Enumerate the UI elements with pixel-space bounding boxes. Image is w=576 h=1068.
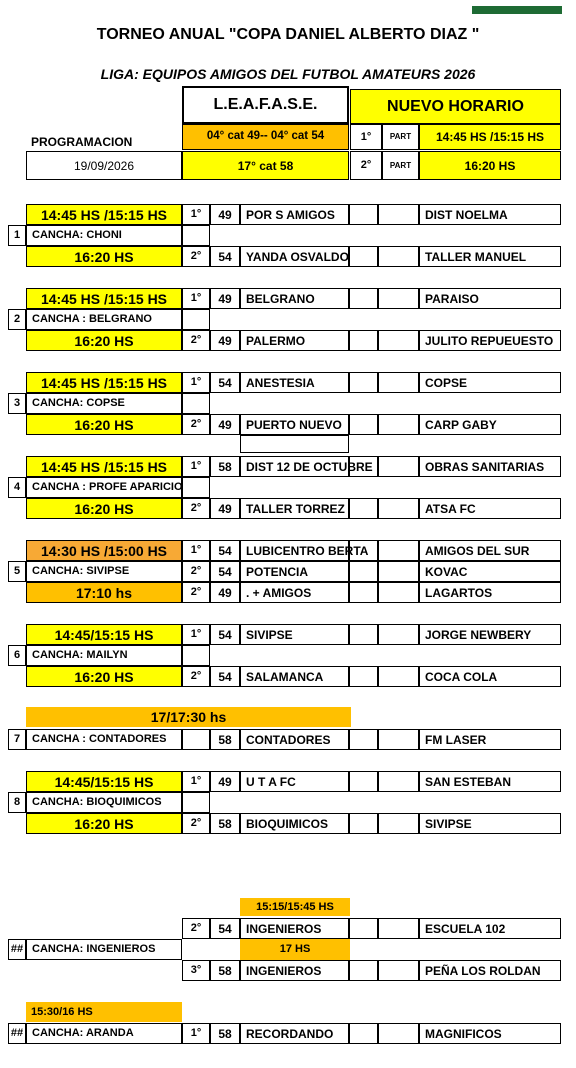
empty-score-cell [378, 729, 419, 750]
empty-score-cell [378, 540, 419, 561]
empty-score-cell [378, 1023, 419, 1044]
field-number: ## [8, 939, 26, 960]
empty-score-cell [378, 624, 419, 645]
match-half: 3° [182, 960, 210, 981]
field-name: CANCHA: INGENIEROS [26, 939, 182, 960]
match-category: 54 [210, 561, 240, 582]
match-category: 58 [210, 1023, 240, 1044]
home-team: YANDA OSVALDO [240, 246, 349, 267]
field-number: 7 [8, 729, 26, 750]
empty-cell [240, 435, 349, 453]
match-half: 1° [182, 624, 210, 645]
empty-score-cell [349, 1023, 378, 1044]
home-team: POR S AMIGOS [240, 204, 349, 225]
home-team: ANESTESIA [240, 372, 349, 393]
match-category: 54 [210, 372, 240, 393]
field-name: CANCHA: BIOQUIMICOS [26, 792, 182, 813]
part2-num: 2° [350, 151, 382, 180]
away-team: DIST NOELMA [419, 204, 561, 225]
field-name: CANCHA : BELGRANO [26, 309, 182, 330]
empty-cell [182, 645, 210, 666]
match-category: 54 [210, 918, 240, 939]
match-half: 1° [182, 456, 210, 477]
away-team: PEÑA LOS ROLDAN [419, 960, 561, 981]
part1-time: 14:45 HS /15:15 HS [419, 124, 561, 150]
home-team: PUERTO NUEVO [240, 414, 349, 435]
match-half: 1° [182, 372, 210, 393]
empty-score-cell [349, 561, 378, 582]
home-team: SIVIPSE [240, 624, 349, 645]
match-half: 2° [182, 918, 210, 939]
empty-score-cell [349, 960, 378, 981]
away-team: OBRAS SANITARIAS [419, 456, 561, 477]
match-time: 14:45/15:15 HS [26, 624, 182, 645]
match-half [182, 729, 210, 750]
field-name: CANCHA: CHONI [26, 225, 182, 246]
field-number: ## [8, 1023, 26, 1044]
empty-score-cell [378, 498, 419, 519]
empty-score-cell [378, 330, 419, 351]
home-team: INGENIEROS [240, 918, 349, 939]
empty-cell [182, 393, 210, 414]
empty-score-cell [378, 246, 419, 267]
match-category: 49 [210, 582, 240, 603]
away-team: JULITO REPUEUESTO [419, 330, 561, 351]
match-half: 2° [182, 666, 210, 687]
field-name: CANCHA : CONTADORES [26, 729, 182, 750]
match-half: 2° [182, 498, 210, 519]
home-team: BIOQUIMICOS [240, 813, 349, 834]
away-team: CARP GABY [419, 414, 561, 435]
home-team: U T A FC [240, 771, 349, 792]
empty-score-cell [349, 666, 378, 687]
empty-score-cell [378, 960, 419, 981]
match-time-banner: 17/17:30 hs [26, 707, 351, 727]
empty-score-cell [378, 561, 419, 582]
part1-label: PART [382, 124, 419, 150]
empty-score-cell [349, 498, 378, 519]
match-time: 17 HS [240, 939, 350, 960]
away-team: COPSE [419, 372, 561, 393]
match-time: 14:45 HS /15:15 HS [26, 204, 182, 225]
away-team: LAGARTOS [419, 582, 561, 603]
empty-score-cell [378, 666, 419, 687]
match-time: 16:20 HS [26, 666, 182, 687]
away-team: SAN ESTEBAN [419, 771, 561, 792]
field-name: CANCHA: COPSE [26, 393, 182, 414]
match-half: 1° [182, 288, 210, 309]
match-category: 58 [210, 813, 240, 834]
empty-score-cell [378, 918, 419, 939]
away-team: ESCUELA 102 [419, 918, 561, 939]
match-category: 58 [210, 960, 240, 981]
match-time: 16:20 HS [26, 246, 182, 267]
home-team: BELGRANO [240, 288, 349, 309]
field-number: 2 [8, 309, 26, 330]
match-category: 54 [210, 246, 240, 267]
match-time: 14:45 HS /15:15 HS [26, 372, 182, 393]
away-team: KOVAC [419, 561, 561, 582]
match-time: 14:45/15:15 HS [26, 771, 182, 792]
home-team: RECORDANDO [240, 1023, 349, 1044]
part2-time: 16:20 HS [419, 151, 561, 180]
empty-score-cell [349, 918, 378, 939]
home-team: LUBICENTRO BERTA [240, 540, 349, 561]
match-time: 14:45 HS /15:15 HS [26, 288, 182, 309]
match-category: 49 [210, 414, 240, 435]
field-name: CANCHA: SIVIPSE [26, 561, 182, 582]
match-category: 49 [210, 330, 240, 351]
field-name: CANCHA: ARANDA [26, 1023, 182, 1044]
match-category: 49 [210, 498, 240, 519]
match-half: 2° [182, 330, 210, 351]
home-team: POTENCIA [240, 561, 349, 582]
away-team: SIVIPSE [419, 813, 561, 834]
match-category: 49 [210, 204, 240, 225]
match-half: 2° [182, 582, 210, 603]
match-time: 15:15/15:45 HS [240, 898, 350, 916]
home-team: INGENIEROS [240, 960, 349, 981]
field-number: 5 [8, 561, 26, 582]
empty-score-cell [378, 456, 419, 477]
programacion-label: PROGRAMACION [31, 135, 133, 149]
match-half: 2° [182, 813, 210, 834]
empty-score-cell [378, 813, 419, 834]
match-time: 16:20 HS [26, 414, 182, 435]
field-number: 4 [8, 477, 26, 498]
home-team: CONTADORES [240, 729, 349, 750]
category-row2: 17° cat 58 [182, 151, 349, 180]
away-team: COCA COLA [419, 666, 561, 687]
match-time: 16:20 HS [26, 813, 182, 834]
match-category: 49 [210, 288, 240, 309]
away-team: MAGNIFICOS [419, 1023, 561, 1044]
home-team: TALLER TORREZ [240, 498, 349, 519]
schedule-label: NUEVO HORARIO [350, 89, 561, 124]
field-name: CANCHA : PROFE APARICIO [26, 477, 182, 498]
empty-score-cell [378, 414, 419, 435]
away-team: FM LASER [419, 729, 561, 750]
empty-cell [182, 225, 210, 246]
home-team: DIST 12 DE OCTUBRE [240, 456, 349, 477]
match-time: 15:30/16 HS [26, 1002, 182, 1022]
empty-score-cell [349, 771, 378, 792]
away-team: ATSA FC [419, 498, 561, 519]
empty-score-cell [349, 288, 378, 309]
home-team: PALERMO [240, 330, 349, 351]
field-number: 3 [8, 393, 26, 414]
empty-score-cell [349, 246, 378, 267]
match-time: 14:45 HS /15:15 HS [26, 456, 182, 477]
match-time: 17:10 hs [26, 582, 182, 603]
schedule-date: 19/09/2026 [26, 151, 182, 180]
empty-score-cell [378, 771, 419, 792]
tournament-title: TORNEO ANUAL "COPA DANIEL ALBERTO DIAZ " [96, 26, 480, 43]
field-number: 8 [8, 792, 26, 813]
empty-cell [182, 792, 210, 813]
empty-score-cell [349, 456, 378, 477]
empty-score-cell [349, 813, 378, 834]
match-category: 58 [210, 729, 240, 750]
match-category: 54 [210, 666, 240, 687]
league-title: LIGA: EQUIPOS AMIGOS DEL FUTBOL AMATEURS 2026 [100, 66, 476, 82]
home-team: SALAMANCA [240, 666, 349, 687]
org-label: L.E.A.F.A.S.E. [182, 86, 349, 124]
match-half: 2° [182, 414, 210, 435]
home-team: . + AMIGOS [240, 582, 349, 603]
match-half: 1° [182, 1023, 210, 1044]
empty-score-cell [349, 372, 378, 393]
empty-score-cell [378, 372, 419, 393]
empty-cell [182, 477, 210, 498]
empty-score-cell [378, 582, 419, 603]
part1-num: 1° [350, 124, 382, 150]
empty-score-cell [349, 204, 378, 225]
empty-score-cell [349, 540, 378, 561]
match-half: 2° [182, 246, 210, 267]
category-row1: 04° cat 49-- 04° cat 54 [182, 124, 349, 150]
match-category: 58 [210, 456, 240, 477]
field-number: 1 [8, 225, 26, 246]
part2-label: PART [382, 151, 419, 180]
field-number: 6 [8, 645, 26, 666]
match-half: 2° [182, 561, 210, 582]
empty-score-cell [349, 330, 378, 351]
match-half: 1° [182, 540, 210, 561]
empty-score-cell [349, 729, 378, 750]
match-half: 1° [182, 771, 210, 792]
spreadsheet-tab-bar [472, 6, 562, 14]
match-category: 54 [210, 540, 240, 561]
empty-score-cell [349, 582, 378, 603]
away-team: TALLER MANUEL [419, 246, 561, 267]
empty-score-cell [378, 288, 419, 309]
away-team: PARAISO [419, 288, 561, 309]
empty-score-cell [349, 624, 378, 645]
match-half: 1° [182, 204, 210, 225]
field-name: CANCHA: MAILYN [26, 645, 182, 666]
empty-score-cell [378, 204, 419, 225]
empty-score-cell [349, 414, 378, 435]
match-time: 14:30 HS /15:00 HS [26, 540, 182, 561]
match-time: 16:20 HS [26, 498, 182, 519]
away-team: JORGE NEWBERY [419, 624, 561, 645]
match-category: 54 [210, 624, 240, 645]
match-category: 49 [210, 771, 240, 792]
empty-cell [182, 309, 210, 330]
away-team: AMIGOS DEL SUR [419, 540, 561, 561]
match-time: 16:20 HS [26, 330, 182, 351]
